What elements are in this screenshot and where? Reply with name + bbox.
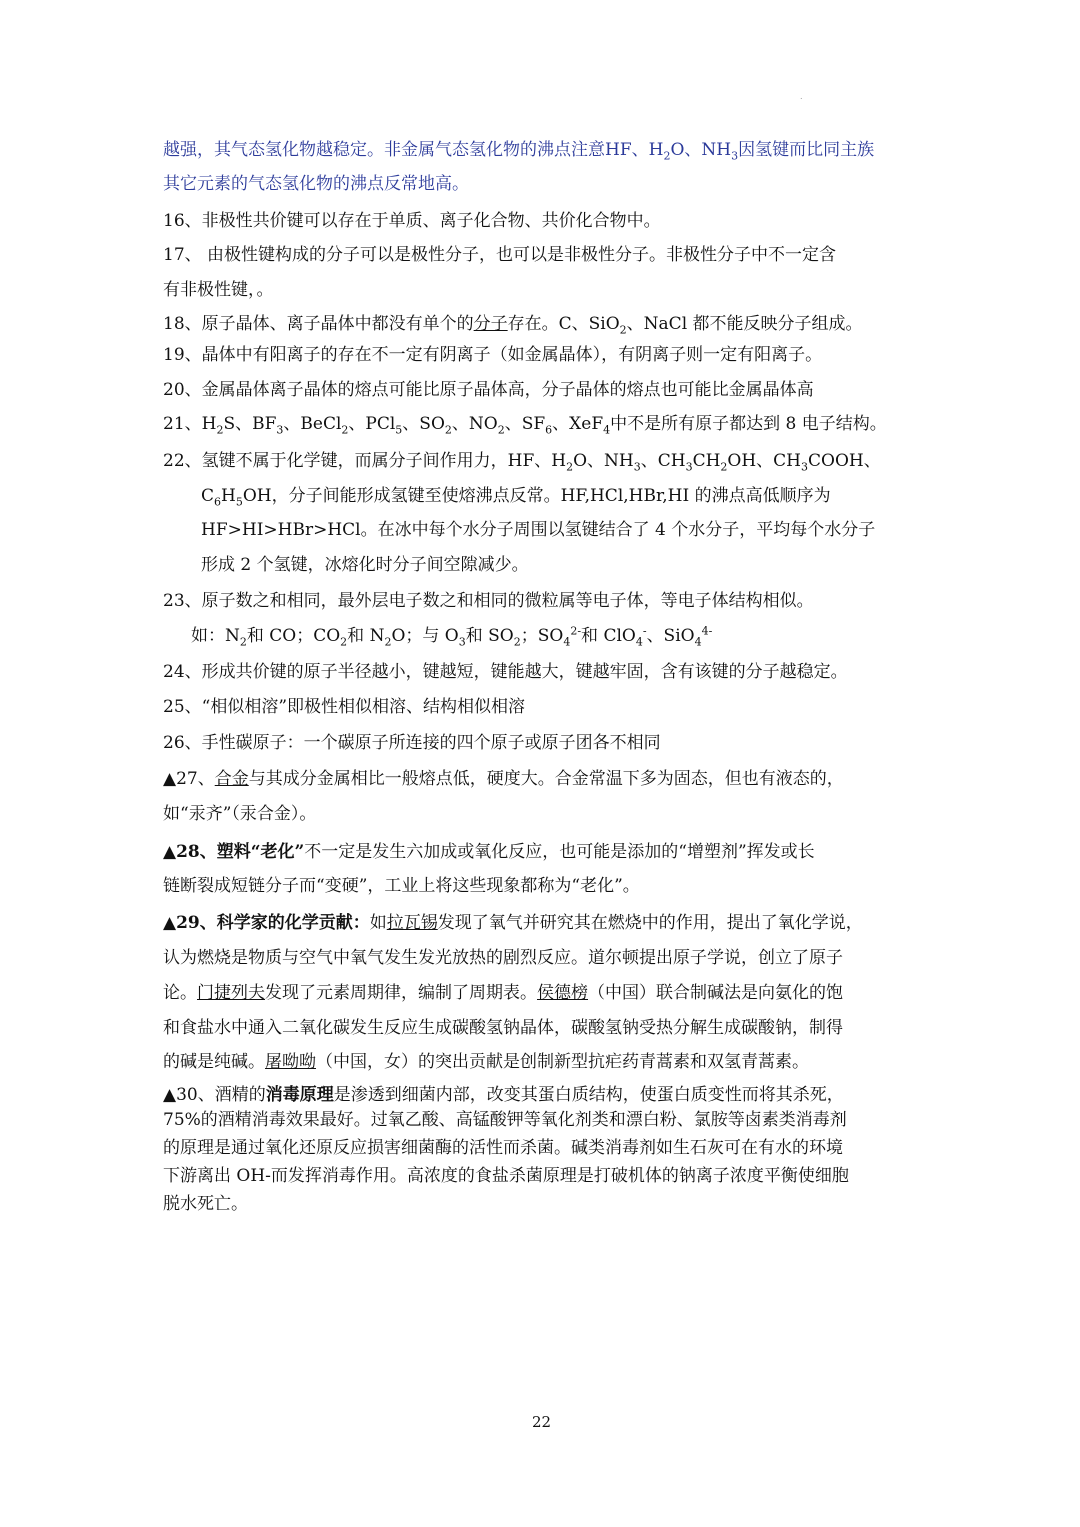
- item-29-cont-2: 论。门捷列夫发现了元素周期律，编制了周期表。侯德榜（中国）联合制碱法是向氨化的饱: [163, 983, 843, 1003]
- item-29-cont-1: 认为燃烧是物质与空气中氧气发生发光放热的剧烈反应。道尔顿提出原子学说，创立了原子: [163, 948, 843, 968]
- item-22-cont-3: 形成 2 个氢键，冰熔化时分子间空隙减少。: [201, 555, 529, 575]
- item-22: 22、氢键不属于化学键，而属分子间作用力，HF、$H_2O$、$NH_3$、$CH_3CH_2OH$、$CH_3COOH$、: [163, 451, 881, 474]
- item-30-cont-1: 75%的酒精消毒效果最好。过氧乙酸、高锰酸钾等氧化剂类和漂白粉、氯胺等卤素类消毒剂: [163, 1110, 847, 1130]
- item-28: ▲28、塑料“老化”不一定是发生六加成或氧化反应，也可能是添加的“增塑剂”挥发或长: [163, 842, 815, 862]
- item-30: ▲30、酒精的消毒原理是渗透到细菌内部，改变其蛋白质结构，使蛋白质变性而将其杀死，: [163, 1085, 844, 1105]
- item-17: 17、 由极性键构成的分子可以是极性分子，也可以是非极性分子。非极性分子中不一定含: [163, 245, 837, 265]
- item-19: 19、晶体中有阳离子的存在不一定有阴离子（如金属晶体），有阴离子则一定有阳离子。: [163, 345, 823, 365]
- item-29-cont-3: 和食盐水中通入二氧化碳发生反应生成碳酸氢钠晶体，碳酸氢钠受热分解生成碳酸钠，制得: [163, 1018, 843, 1038]
- item-30-cont-4: 脱水死亡。: [163, 1194, 248, 1214]
- item-20: 20、金属晶体离子晶体的熔点可能比原子晶体高，分子晶体的熔点也可能比金属晶体高: [163, 380, 814, 400]
- item-29-cont-4: 的碱是纯碱。屠呦呦（中国，女）的突出贡献是创制新型抗疟药青蒿素和双氢青蒿素。: [163, 1052, 809, 1072]
- item-17-cont: 有非极性键，。: [163, 280, 274, 300]
- item-26: 26、手性碳原子：一个碳原子所连接的四个原子或原子团各不相同: [163, 733, 661, 753]
- item-30-cont-2: 的原理是通过氧化还原反应损害细菌酶的活性而杀菌。碱类消毒剂如生石灰可在有水的环境: [163, 1138, 843, 1158]
- page-number: 22: [532, 1413, 552, 1431]
- item-24: 24、形成共价键的原子半径越小，键越短，键能越大，键越牢固，含有该键的分子越稳定。: [163, 662, 848, 682]
- item-28-cont: 链断裂成短链分子而“变硬”，工业上将这些现象都称为“老化”。: [163, 876, 640, 896]
- item-22-cont-1: $C_6H_5OH$，分子间能形成氢键至使熔沸点反常。HF,HCl,HBr,HI 的沸点高低顺序为: [201, 486, 831, 509]
- text-line-1: 越强，其气态氢化物越稳定。非金属气态氢化物的沸点注意HF、$H_2O$、$NH_3$因氢键而比同主族: [163, 140, 875, 163]
- corner-mark: .: [800, 92, 803, 101]
- item-25: 25、“相似相溶”即极性相似相溶、结构相似相溶: [163, 697, 526, 717]
- item-22-cont-2: HF>HI>HBr>HCl。在冰中每个水分子周围以氢键结合了 4 个水分子，平均每个水分子: [201, 520, 876, 540]
- item-27-cont: 如“汞齐”（汞合金）。: [163, 804, 317, 824]
- item-21: 21、$H_2S$、$BF_3$、BeCl$_2$、PCl$_5$、$SO_2$、$NO_2$、$SF_6$、XeF$_4$中不是所有原子都达到 8 电子结构。: [163, 414, 887, 437]
- item-23: 23、原子数之和相同，最外层电子数之和相同的微粒属等电子体，等电子体结构相似。: [163, 591, 814, 611]
- item-16: 16、非极性共价键可以存在于单质、离子化合物、共价化合物中。: [163, 211, 661, 231]
- item-23-example: 如：$N_2$和 CO；$CO_2$和 $N_2O$；与 $O_3$和 $SO_2$；$SO_4^{2-}$和 ClO$_4$-、SiO$_4^{4-}$: [191, 624, 713, 649]
- item-29: ▲29、科学家的化学贡献：如拉瓦锡发现了氧气并研究其在燃烧中的作用，提出了氧化学说，: [163, 913, 863, 933]
- item-18: 18、原子晶体、离子晶体中都没有单个的分子存在。C、SiO$_2$、NaCl 都不能反映分子组成。: [163, 314, 863, 337]
- item-30-cont-3: 下游离出 OH-而发挥消毒作用。高浓度的食盐杀菌原理是打破机体的钠离子浓度平衡使细胞: [163, 1166, 849, 1186]
- text-line-2: 其它元素的气态氢化物的沸点反常地高。: [163, 174, 469, 194]
- item-27: ▲27、合金与其成分金属相比一般熔点低，硬度大。合金常温下多为固态，但也有液态的，: [163, 769, 844, 789]
